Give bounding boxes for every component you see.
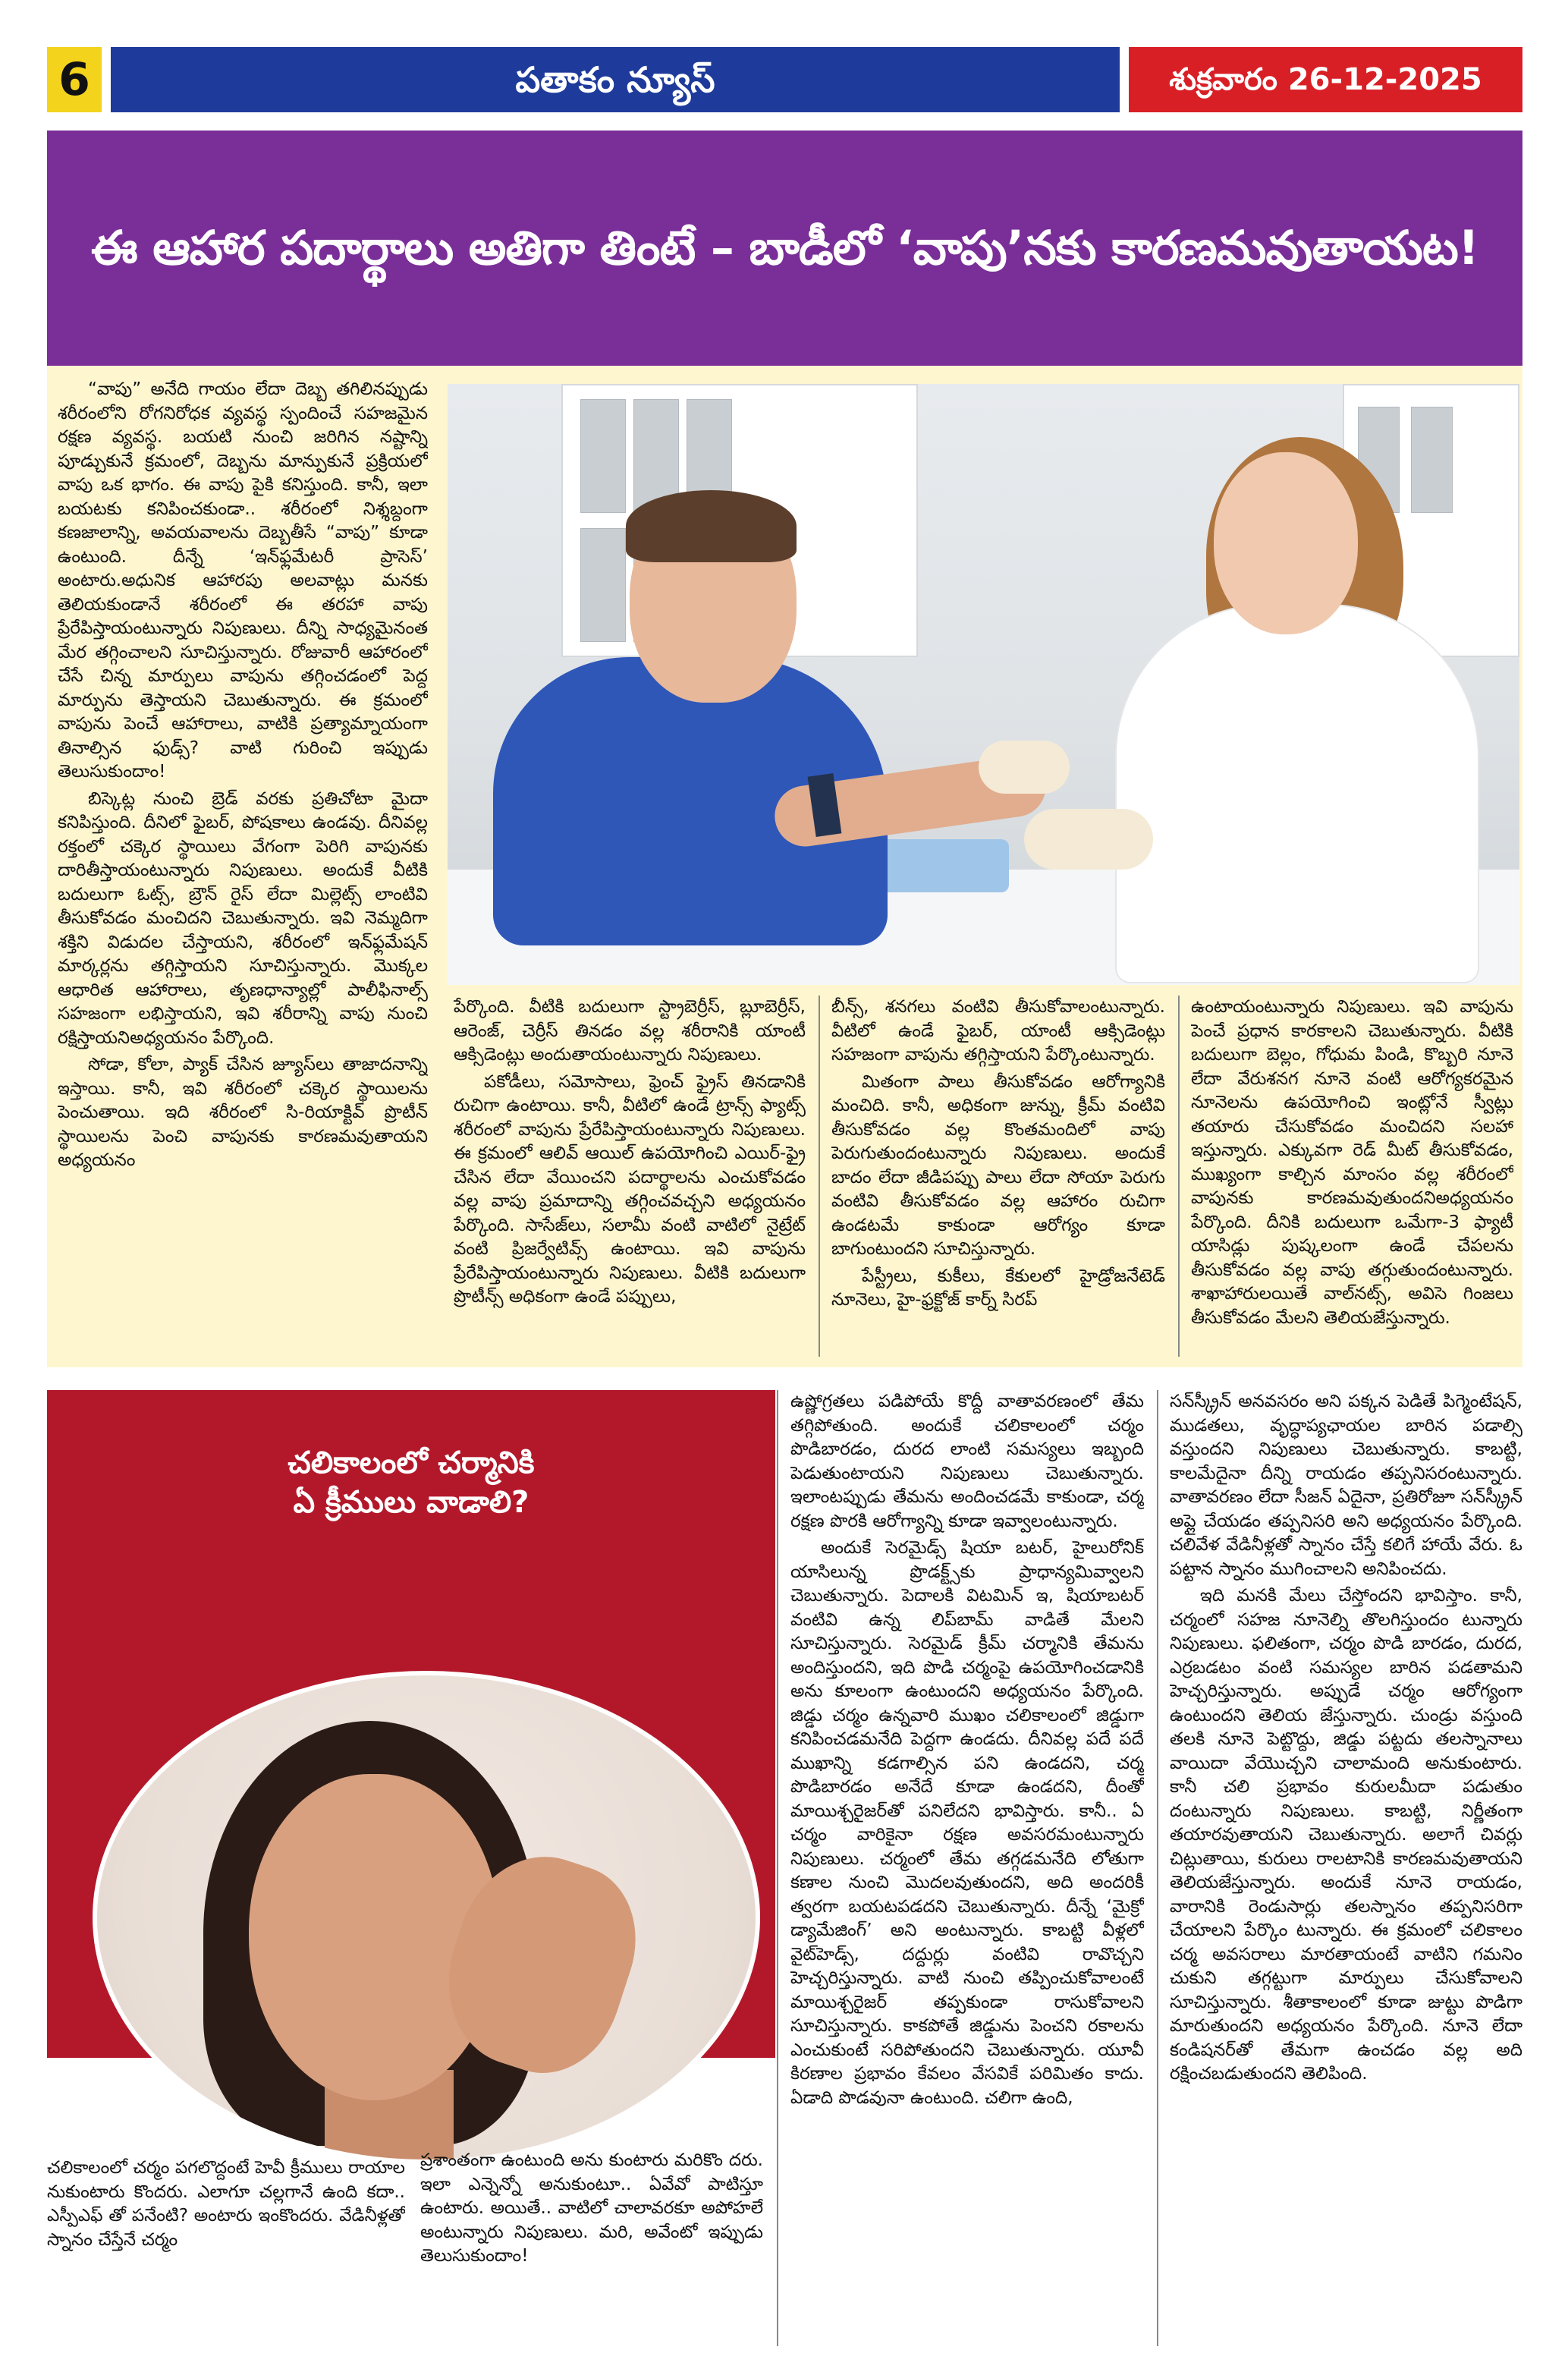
- paragraph: సోడా, కోలా, ప్యాక్ చేసిన జ్యూస్‌లు తాజాదనాన్ని ఇస్తాయి. కానీ, ఇవి శరీరంలో చక్కెర స్థాయిలను పెంచుతాయి. ఇది శరీరంలో సి-రియాక్టివ్ ప్రొటీన్ స్థాయిలను పెంచి వాపునకు కారణమవుతాయని అధ్యయనం: [58, 1055, 428, 1170]
- paper-name: పతాకం న్యూస్: [111, 47, 1120, 112]
- binder: [1411, 407, 1453, 513]
- article-1-column-3: [831, 996, 1165, 1357]
- page-number: 6: [47, 47, 102, 112]
- headline-line: చలికాలంలో చర్మానికి: [288, 1445, 535, 1480]
- article-2-column-2: [420, 2149, 763, 2346]
- paragraph: బిస్కెట్ల నుంచి బ్రెడ్ వరకు ప్రతిచోటా మైదా కనిపిస్తుంది. దీనిలో ఫైబర్, పోషకాలు ఉండవు. దీనివల్ల రక్తంలో చక్కెర స్థాయిలు వేగంగా పెరిగి వాపునకు దారితీస్తాయంటున్నారు నిపుణులు. అందుకే వీటికి బదులుగా ఓట్స్, బ్రౌన్ రైస్ లేదా మిల్లెట్స్ లాంటివి తీసుకోవడం మంచిదని చెబుతున్నారు. ఇవి నెమ్మదిగా శక్తిని విడుదల చేస్తాయని, శరీరంలో ఇన్‌ఫ్లమేషన్ మార్కర్లను తగ్గిస్తాయని సూచిస్తున్నారు. మొక్కల ఆధారిత ఆహారాలు, తృణధాన్యాల్లో పాలీఫినాల్స్ సహజంగా లభిస్తాయని, ఇవి శరీరాన్ని వాపు నుంచి రక్షిస్తాయనిఅధ్యయనం పేర్కొంది.: [58, 788, 428, 1048]
- column-rule: [819, 996, 820, 1357]
- article-1-headline: ఈ ఆహార పదార్థాలు అతిగా తింటే – బాడీలో ‘వాపు’నకు కారణమవుతాయట!: [91, 219, 1478, 275]
- binder: [580, 399, 626, 513]
- article-2: [47, 1390, 1522, 2346]
- paragraph: పేస్ట్రీలు, కుకీలు, కేకులలో హైడ్రోజనేటెడ్ నూనెలు, హై-ఫ్రక్టోజ్ కార్న్ సిరప్: [831, 1266, 1165, 1310]
- paragraph: బీన్స్, శనగలు వంటివి తీసుకోవాలంటున్నారు. వీటిలో ఉండే ఫైబర్, యాంటీ ఆక్సిడెంట్లు సహజంగా వాపును తగ్గిస్తాయని పేర్కొంటున్నారు.: [831, 997, 1165, 1065]
- paragraph: సన్‌స్క్రీన్ అనవసరం అని పక్కన పెడితే పిగ్మెంటేషన్, ముడతలు, వృద్ధాప్యఛాయల బారిన పడాల్సి వస్తుందని నిపుణులు చెబుతున్నారు. కాబట్టి, కాలమేదైనా దీన్ని రాయడం తప్పనిసరంటున్నారు. వాతావరణం లేదా సీజన్ ఏదైనా, ప్రతిరోజూ సన్‌స్క్రీన్ అప్లై చేయడం తప్పనిసరి అని అధ్యయనం పేర్కొంది. చలివేళ వేడినీళ్లతో స్నానం చేస్తే కలిగే హాయే వేరు. ఓ పట్టాన స్నానం ముగించాలని అనిపించదు.: [1170, 1392, 1522, 1579]
- article-1-column-1: [58, 378, 428, 1357]
- article-2-headline: [47, 1443, 775, 1522]
- glove: [1024, 809, 1153, 870]
- headline-line: ఏ క్రీములు వాడాలి?: [293, 1485, 529, 1520]
- paragraph: ప్రశాంతంగా ఉంటుంది అను కుంటారు మరికొం దరు. ఇలా ఎన్నెన్నో అనుకుంటూ.. ఏవేవో పాటిస్తూ ఉంటారు. అయితే.. వాటిలో చాలావరకూ అపోహలే అంటున్నారు నిపుణులు. మరి, అవేంటో ఇప్పుడు తెలుసుకుందాం!: [420, 2150, 763, 2266]
- column-rule: [777, 1390, 778, 2346]
- article-2-column-4: [1170, 1390, 1522, 2346]
- paragraph: ఉంటాయంటున్నారు నిపుణులు. ఇవి వాపును పెంచే ప్రధాన కారకాలని చెబుతున్నారు. వీటికి బదులుగా బెల్లం, గోధుమ పిండి, కొబ్బరి నూనె లేదా వేరుశనగ నూనె వంటి ఆరోగ్యకరమైన నూనెలను ఉపయోగించి ఇంట్లోనే స్వీట్లు తయారు చేసుకోవడం మంచిదని సలహా ఇస్తున్నారు. ఎక్కువగా రెడ్ మీట్ తీసుకోవడం, ముఖ్యంగా కాల్చిన మాంసం వల్ల శరీరంలో వాపునకు కారణమవుతుందనిఅధ్యయనం పేర్కొంది. దీనికి బదులుగా ఒమేగా-3 ఫ్యాటీ యాసిడ్లు పుష్కలంగా ఉండే చేపలను తీసుకోవడం వల్ల వాపు తగ్గుతుందంటున్నారు. శాఖాహారులయితే వాల్‌నట్స్, అవిసె గింజలు తీసుకోవడం మేలని తెలియజేస్తున్నారు.: [1191, 997, 1513, 1328]
- issue-date: శుక్రవారం 26-12-2025: [1129, 47, 1522, 112]
- binder: [580, 528, 626, 642]
- article-1: [47, 366, 1522, 1367]
- paragraph: పకోడీలు, సమోసాలు, ఫ్రెంచ్ ఫ్రైస్ తినడానికి రుచిగా ఉంటాయి. కానీ, వీటిలో ఉండే ట్రాన్స్ ఫ్యాట్స్ శరీరంలో వాపును ప్రేరేపిస్తాయంటున్నారు నిపుణులు. ఈ క్రమంలో ఆలివ్ ఆయిల్ ఉపయోగించి ఎయిర్-ఫ్రై చేసిన లేదా వేయించని పదార్థాలను ఎంచుకోవడం వల్ల వాపు ప్రమాదాన్ని తగ్గించవచ్చని అధ్యయనం పేర్కొంది. సాసేజ్‌లు, సలామీ వంటి వాటిలో నైట్రేట్ వంటి ప్రిజర్వేటివ్స్ ఉంటాయి. ఇవి వాపును ప్రేరేపిస్తాయంటున్నారు నిపుణులు. వీటికి బదులుగా ప్రొటీన్స్ అధికంగా ఉండే పప్పులు,: [454, 1071, 806, 1307]
- paragraph: ఉష్ణోగ్రతలు పడిపోయే కొద్దీ వాతావరణంలో తేమ తగ్గిపోతుంది. అందుకే చలికాలంలో చర్మం పొడిబారడం, దురద లాంటి సమస్యలు ఇబ్బంది పెడుతుంటాయని నిపుణులు చెబుతున్నారు. ఇలాంటప్పుడు తేమను అందించడమే కాకుండా, చర్మ రక్షణ పొరకి ఆరోగ్యాన్ని కూడా ఇవ్వాలంటున్నారు.: [790, 1392, 1144, 1531]
- column-rule: [1157, 1390, 1158, 2346]
- patient-hair: [626, 490, 797, 562]
- article-2-column-3: [790, 1390, 1144, 2346]
- headline-band: [47, 131, 1522, 366]
- paragraph: ఇది మనకి మేలు చేస్తోందని భావిస్తాం. కానీ, చర్మంలో సహజ నూనెల్ని తొలగిస్తుందం టున్నారు నిపుణులు. ఫలితంగా, చర్మం పొడి బారడం, దురద, ఎర్రబడటం వంటి సమస్యల బారిన పడతామని హెచ్చరిస్తున్నారు. అప్పుడే చర్మం ఆరోగ్యంగా ఉంటుందని తెలియ జేస్తున్నారు. చుండ్రు వస్తుంది తలకి నూనె పెట్టొద్దు, జిడ్డు పట్టదు తలస్నానాలు వాయిదా వేయొచ్చని చాలామంది అనుకుంటారు. కానీ చలి ప్రభావం కురులమీదా పడుతుం దంటున్నారు నిపుణులు. కాబట్టి, నిర్ణీతంగా తయారవుతాయని చెబుతున్నారు. అలాగే చివర్లు చిట్లుతాయి, కురులు రాలటానికి కారణమవుతాయని తెలియజేస్తున్నారు. అందుకే నూనె రాయడం, వారానికి రెండుసార్లు తలస్నానం తప్పనిసరిగా చేయాలని పేర్కొం టున్నారు. ఈ క్రమంలో చలికాలం చర్మ అవసరాలు మారతాయంటే వాటిని గమనిం చుకుని తగ్గట్టుగా మార్పులు చేసుకోవాలని సూచిస్తున్నారు. శీతాకాలంలో కూడా జుట్టు పొడిగా మారుతుందని అధ్యయనం పేర్కొంది. నూనె లేదా కండిషనర్‌తో తేమగా ఉంచడం వల్ల అది రక్షించబడుతుందని తెలిపింది.: [1170, 1586, 1522, 2084]
- doctor-coat: [1115, 604, 1479, 983]
- skincare-photo: [93, 1671, 760, 2164]
- paragraph: చలికాలంలో చర్మం పగలొద్దంటే హెవీ క్రీములు రాయాల నుకుంటారు కొందరు. ఎలాగూ చల్లగానే ఉంది కదా.. ఎస్పీఎఫ్ తో పనేంటి? అంటారు ఇంకొందరు. వేడినీళ్లతో స్నానం చేస్తేనే చర్మం: [47, 2158, 405, 2250]
- glove: [979, 741, 1070, 794]
- paragraph: మితంగా పాలు తీసుకోవడం ఆరోగ్యానికి మంచిది. కానీ, అధికంగా జున్ను, క్రీమ్ వంటివి తీసుకోవడం వల్ల కొంతమందిలో వాపు పెరుగుతుందంటున్నారు నిపుణులు. అందుకే బాదం లేదా జీడిపప్పు పాలు లేదా సోయా పెరుగు వంటివి తీసుకోవడం వల్ల ఆహారం రుచిగా ఉండటమే కాకుండా ఆరోగ్యం కూడా బాగుంటుందని సూచిస్తున్నారు.: [831, 1071, 1165, 1259]
- doctor-head: [1214, 452, 1358, 634]
- masthead: [47, 47, 1522, 112]
- paragraph: పేర్కొంది. వీటికి బదులుగా స్ట్రాబెర్రీస్, బ్లూబెర్రీస్, ఆరెంజ్, చెర్రీస్ తినడం వల్ల శరీరానికి యాంటీ ఆక్సిడెంట్లు అందుతాయంటున్నారు నిపుణులు.: [454, 997, 806, 1065]
- article-1-column-4: [1191, 996, 1513, 1357]
- column-rule: [1178, 996, 1180, 1357]
- paragraph: అందుకే సెరమైడ్స్ షియా బటర్, హైలురోనిక్ యాసిలున్న ప్రొడక్ట్స్‌కు ప్రాధాన్యమివ్వాలని చెబుతున్నారు. పెదాలకి విటమిన్ ఇ, షియాబటర్ వంటివి ఉన్న లిప్‌బామ్ వాడితే మేలని సూచిస్తున్నారు. సెరమైడ్ క్రీమ్ చర్మానికి తేమను అందిస్తుందని, ఇది పొడి చర్మంపై ఉపయోగించడానికి అను కూలంగా ఉంటుందని అధ్యయనం పేర్కొంది. జిడ్డు చర్మం ఉన్నవారి ముఖం చలికాలంలో జిడ్డుగా కనిపించడమనేది పెద్దగా ఉండదు. దీనివల్ల పదే పదే ముఖాన్ని కడగాల్సిన పని ఉండదని, చర్మ పొడిబారడం అనేదే కూడా ఉండదని, దీంతో మాయిశ్చరైజర్‌తో పనిలేదని భావిస్తారు. కానీ.. ఏ చర్మం వారికైనా రక్షణ అవసరమంటున్నారు నిపుణులు. చర్మంలో తేమ తగ్గడమనేది లోతుగా కణాల నుంచి మొదలవుతుందని, అది అందరికీ త్వరగా బయటపడదని చెబుతున్నారు. దీన్నే ‘మైక్రో డ్యామేజింగ్’ అని అంటున్నారు. కాబట్టి వీళ్లలో వైట్‌హెడ్స్, దద్దుర్లు వంటివి రావొచ్చని హెచ్చరిస్తున్నారు. వాటి నుంచి తప్పించుకోవాలంటే మాయిశ్చరైజర్ తప్పకుండా రాసుకోవాలని సూచిస్తున్నారు. కాకపోతే జిడ్డును పెంచని రకాలను ఎంచుకుంటే సరిపోతుందని చెబుతున్నారు. యూవీ కిరణాల ప్రభావం కేవలం వేసవికే పరిమితం కాదు. ఏడాది పొడవునా ఉంటుంది. చలిగా ఉంది,: [790, 1538, 1144, 2108]
- article-1-column-2: [454, 996, 806, 1357]
- blood-test-photo: [448, 384, 1519, 985]
- article-2-column-1: [47, 2156, 405, 2346]
- paragraph: “వాపు” అనేది గాయం లేదా దెబ్బ తగిలినప్పుడు శరీరంలోని రోగనిరోధక వ్యవస్థ స్పందించే సహజమైన రక్షణ వ్యవస్థ. బయటి నుంచి జరిగిన నష్టాన్ని పూడ్చుకునే క్రమంలో, దెబ్బను మాన్పుకునే ప్రక్రియలో వాపు ఒక భాగం. ఈ వాపు పైకి కనిస్తుంది. కానీ, ఇలా బయటకు కనిపించకుండా.. శరీరంలో నిశ్శబ్దంగా కణజాలాన్ని, అవయవాలను దెబ్బతీసే “వాపు” కూడా ఉంటుంది. దీన్నే ‘ఇన్‌ఫ్లమేటరీ ప్రాసెస్’ అంటారు.అధునిక ఆహారపు అలవాట్లు మనకు తెలియకుండానే శరీరంలో ఈ తరహా వాపు ప్రేరేపిస్తాయంటున్నారు నిపుణులు. దీన్ని సాధ్యమైనంత మేర తగ్గించాలని సూచిస్తున్నారు. రోజువారీ ఆహారంలో చేసే చిన్న మార్పులు వాపును తగ్గించడంలో పెద్ద మార్పును తెస్తాయని చెబుతున్నారు. ఈ క్రమంలో వాపును పెంచే ఆహారాలు, వాటికి ప్రత్యామ్నాయంగా తినాల్సిన ఫుడ్స్? వాటి గురించి ఇప్పుడు తెలుసుకుందాం!: [58, 379, 428, 782]
